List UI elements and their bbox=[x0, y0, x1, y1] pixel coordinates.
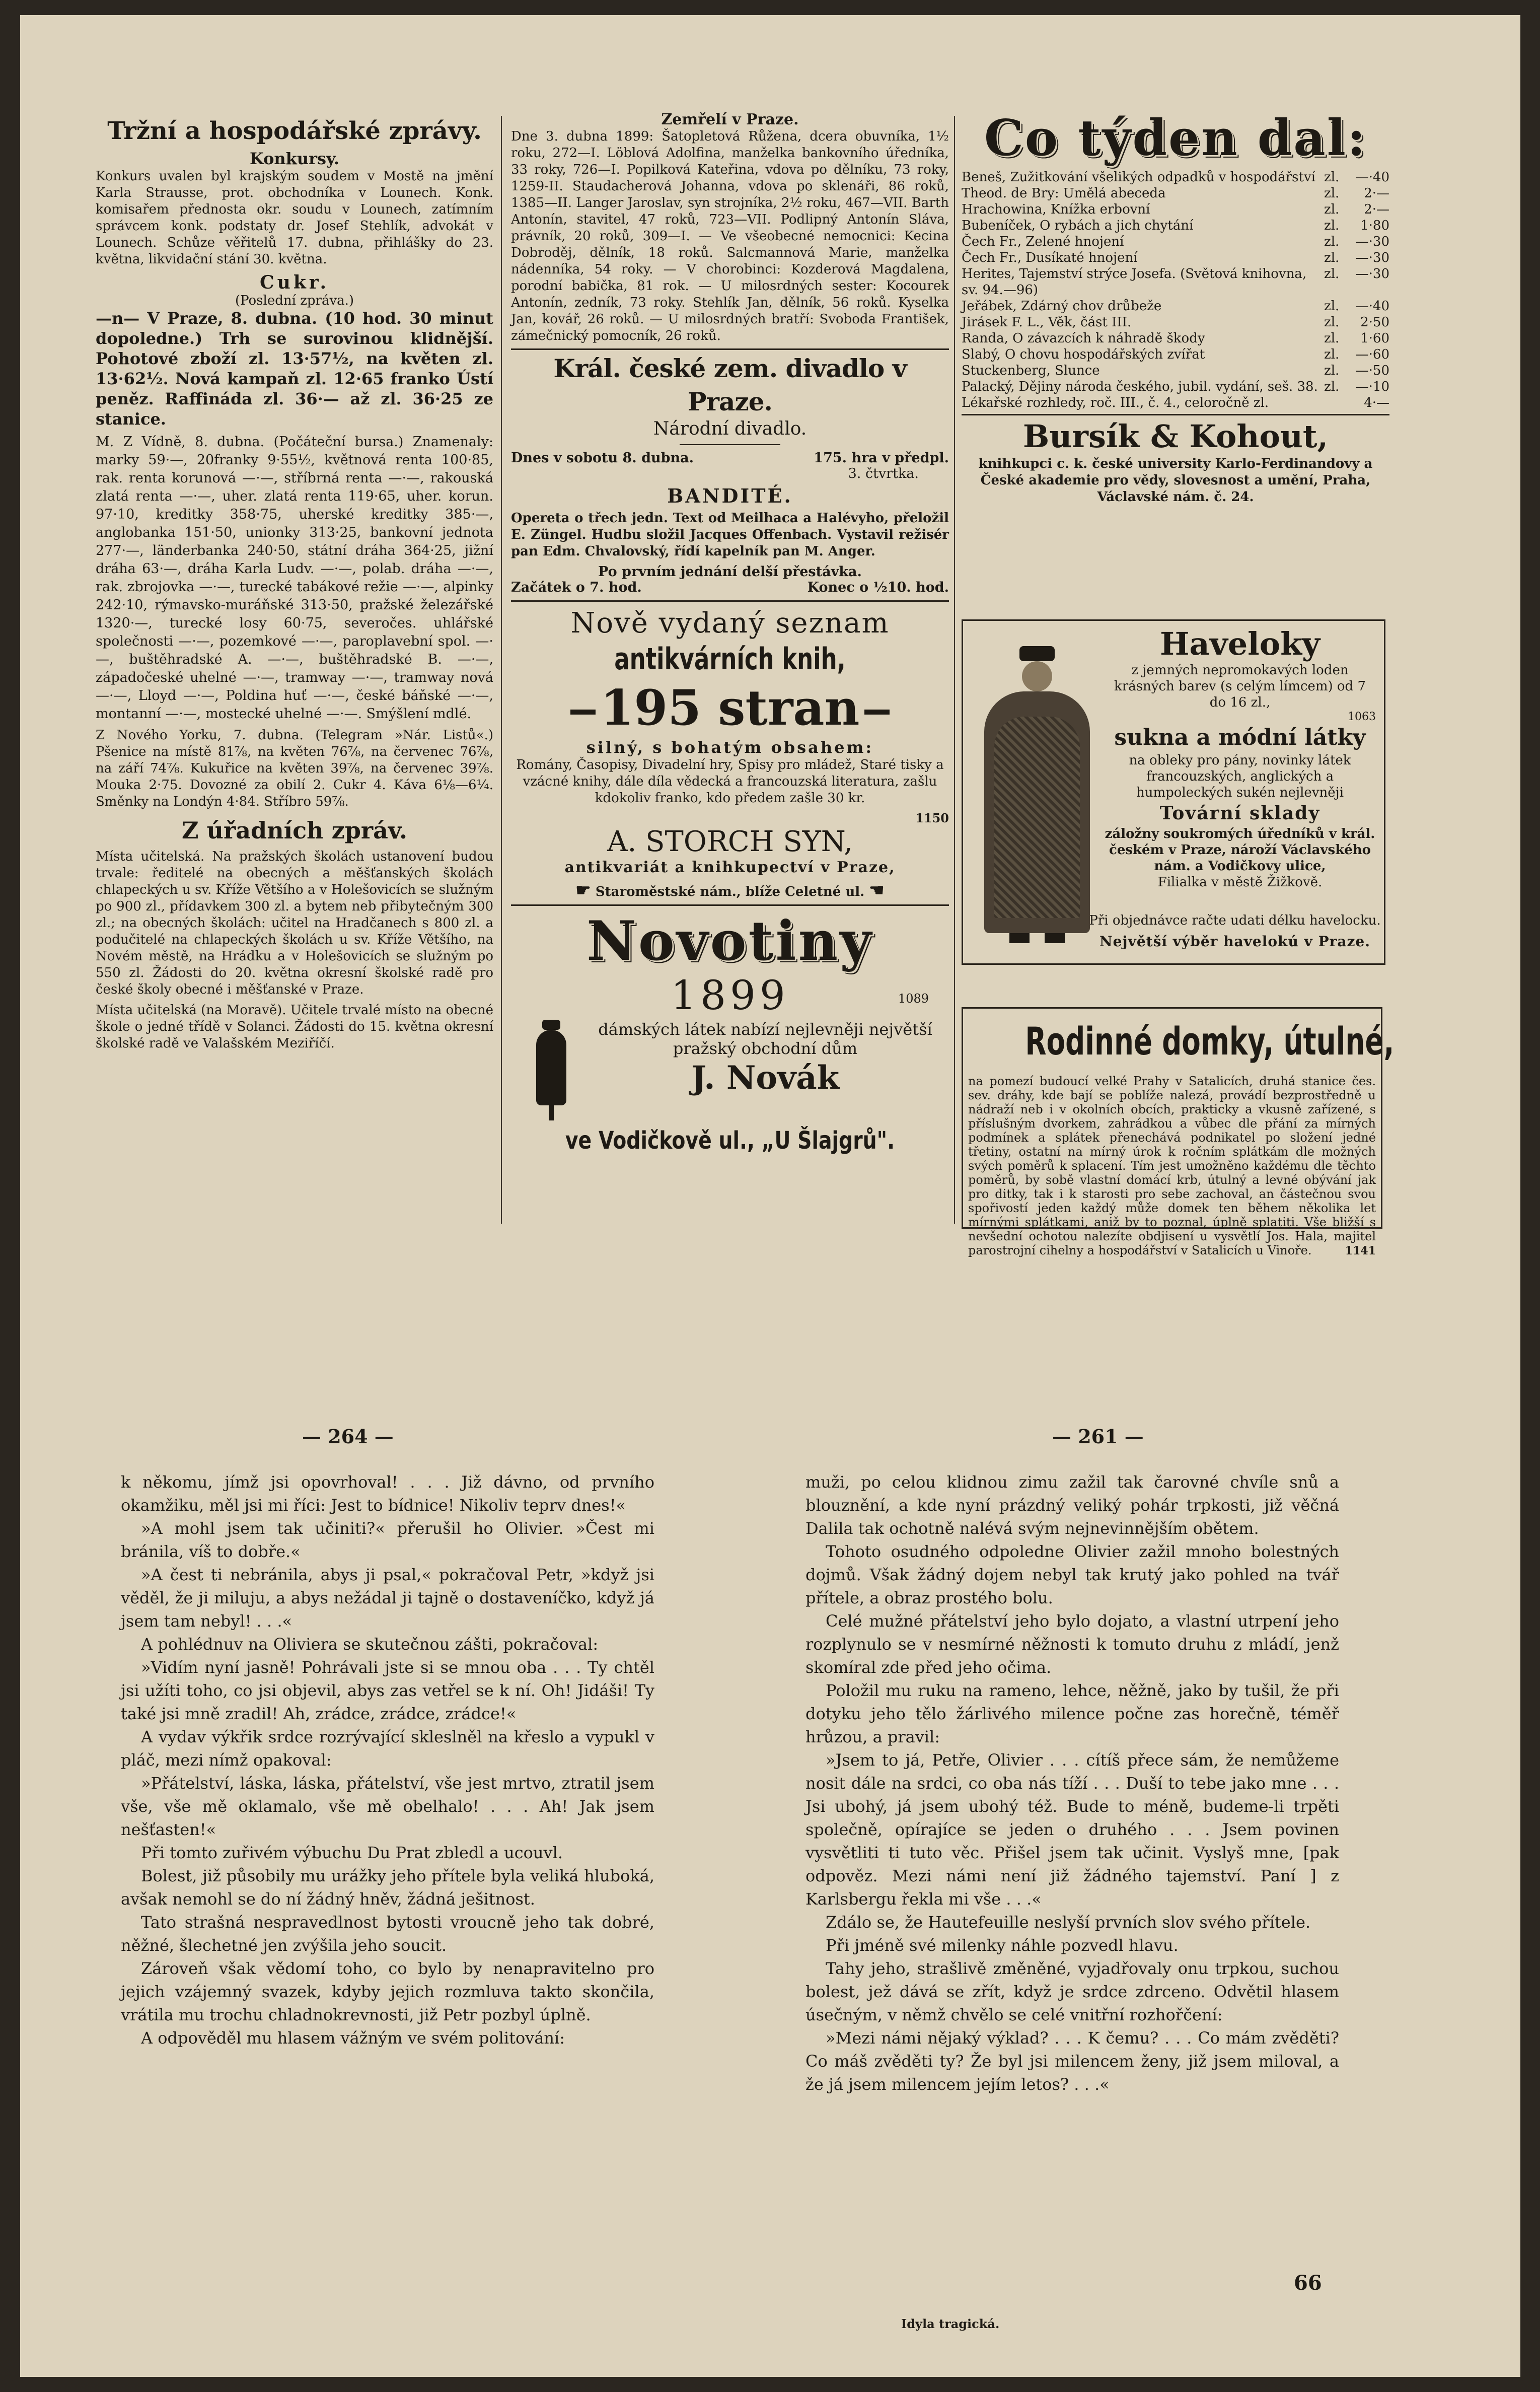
book-list-item bbox=[962, 218, 1389, 234]
book-list-item bbox=[962, 314, 1389, 330]
story-right-text bbox=[805, 1470, 1339, 2096]
book-price: —·60 bbox=[1355, 347, 1389, 362]
mista2-text: Místa učitelská (na Moravě). Učitele trvalé místo na obecné škole o jedné třídě v Solanci. Žádosti do 15. května okresní školské radě ve Valašském Meziříčí. bbox=[96, 1003, 493, 1051]
page-number-left: — 264 — bbox=[302, 1425, 394, 1448]
haveloky-selection: Největší výběr havelokú v Praze. bbox=[1099, 933, 1370, 950]
story-paragraph: »Jsem to já, Petře, Olivier . . . cítíš přece sám, že nemůžeme nosit dále na srdci, co oba nás tíží . . . Duší to tebe jako mne . . . Jsi ubohý, já jsem ubohý též. Bude to méně, budeme-li trpěti společně, opírajíce se jeden o druhého . . . Jsem povinen vysvětliti ti tuto věc. Přišel jsem tak učinit. Vyslyš mne, [pak odpověz. Mezi námi není již žádného tajemství. Paní ] z Karlsbergu řekla mi vše . . .« bbox=[805, 1750, 1339, 1909]
haveloky-text: z jemných nepromokavých loden krásných barev (s celým límcem) od 7 do 16 zl., bbox=[1114, 663, 1366, 710]
story-paragraph: Při tomto zuřivém výbuchu Du Prat zbledl a ucouvl. bbox=[141, 1843, 563, 1862]
haveloky-title: Haveloky bbox=[1159, 625, 1321, 662]
novotiny-text: dámských látek nabízí nejlevněji největší pražský obchodní dům bbox=[598, 1020, 932, 1058]
mista-text: Místa učitelská. Na pražských školách ustanovení budou trvale: ředitelé na obecných a měšťanských školách chlapeckých u sv. Kříže Většího a v Holešovicích se služným po 900 zl., přídavkem 300 zl. a bytem neb přibytečným 300 zl.; na obecných školách: učitel na Hradčanech s 800 zl. a podučitelé na chlapeckých školách u sv. Kříže Většího, na Novém městě, na Hrádku a v Holešovicích se služným po 550 zl. Žádosti do 20. května okresní školské radě pro české školy obecné i měšťanské v Praze. bbox=[96, 849, 493, 997]
story-paragraph: Položil mu ruku na rameno, lehce, něžně, jako by tušil, že při dotyku jeho tělo žárlivého milence počne zas horečně, téměř hrůzou, a pravil: bbox=[805, 1681, 1339, 1746]
left-column bbox=[96, 116, 493, 1229]
book-list-item bbox=[962, 330, 1389, 346]
book-list bbox=[962, 169, 1389, 411]
cukr-subheading: (Poslední zpráva.) bbox=[235, 293, 354, 308]
storch-pages-text: 195 stran bbox=[600, 679, 860, 736]
theatre-subscription: 175. hra v předpl. bbox=[814, 450, 949, 466]
book-title: Hrachowina, Knížka erbovní bbox=[962, 202, 1150, 217]
story-paragraph: »A čest ti nebránila, abys ji psal,« pokračoval Petr, »když jsi věděl, že ji miluju, a abys nežádal ji tajně o dostaveníčko, když já jsem tam nebyl! . . .« bbox=[121, 1565, 654, 1631]
page-number: 66 bbox=[1294, 2271, 1322, 2295]
divider bbox=[511, 904, 949, 906]
book-price: 2·— bbox=[1364, 186, 1389, 201]
sklady-text: záložny soukromých úředníků v král. českém v Praze, nároží Václavského nám. a Vodičkovy ulice, bbox=[1105, 826, 1375, 874]
theatre-title: Král. české zem. divadlo v Praze. bbox=[553, 354, 907, 416]
book-currency: zl. bbox=[1324, 299, 1340, 314]
book-list-item bbox=[962, 266, 1389, 298]
book-title: Lékařské rozhledy, roč. III., č. 4., celoročně zl. bbox=[962, 395, 1269, 410]
play-end: Konec o ½10. hod. bbox=[807, 580, 949, 595]
book-list-item bbox=[962, 201, 1389, 218]
theatre-quarter: 3. čtvrtka. bbox=[848, 466, 919, 481]
novotiny-content bbox=[571, 1020, 949, 1098]
book-currency: zl. bbox=[1324, 234, 1340, 249]
theatre-date: Dnes v sobotu 8. dubna. bbox=[511, 450, 694, 466]
domky-title: Rodinné domky, útulné, bbox=[1025, 1019, 1395, 1064]
book-title: Čech Fr., Dusíkaté hnojení bbox=[962, 250, 1138, 265]
story-paragraph: »Mezi námi nějaký výklad? . . . K čemu? . . . Co mám zvěděti? Co máš zvěděti ty? Že byl jsi milencem ženy, již jsem miloval, a že já jsem milencem jejím letos? . . .« bbox=[805, 2028, 1339, 2094]
decor-bar-icon bbox=[864, 710, 890, 715]
storch-number: 1150 bbox=[915, 811, 949, 825]
zemreli-text: Dne 3. dubna 1899: Šatopletová Růžena, dcera obuvníka, 1½ roku, 272—I. Löblová Adolfina, manželka bankovního úředníka, 33 roky, 726—I. Popilková Kateřina, vdova po dělníku, 73 roky, 1259-II. Staudacherová Johanna, vdova po sklenáři, 86 roků, 1385—II. Langer Jaroslav, syn strojníka, 2½ roku, 467—VII. Barth Antonín, stavitel, 47 roků, 723—VII. Podlipný Antonín Sláva, právník, 20 roků, 309—I. — Ve všeobecné nemocnici: Kecina Dobroděj, dělník, 18 roků. Salcmannová Marie, manželka nádenníka, 54 roky. — V chorobinci: Kozderová Magdalena, porodní babička, 81 rok. — U milosrdných sester: Kocourek Antonín, zedník, 73 roky. Stehlík Jan, dělník, 56 roků. Kyselka Jan, kovář, 26 roků. — U milosrdných bratří: Svoboda František, zámečnický pomocník, 26 roků. bbox=[511, 129, 949, 343]
book-price: —·30 bbox=[1355, 250, 1389, 265]
novotiny-heading: Novotiny bbox=[586, 909, 873, 973]
storch-tagline: silný, s bohatým obsahem: bbox=[586, 738, 874, 757]
story-paragraph: Tohoto osudného odpoledne Olivier zažil mnoho bolestných dojmů. Však žádný dojem nebyl tak krutý jako pohled na tvář přítele, a obraz prostého bolu. bbox=[805, 1542, 1339, 1607]
storch-text: Romány, Časopisy, Divadelní hry, Spisy pro mládež, Staré tisky a vzácné knihy, dále díla vědecká a francouzská literatura, zašlu kdokoliv franko, kdo předem zašle 30 kr. bbox=[516, 757, 944, 806]
book-title: Palacký, Dějiny národa českého, jubil. vydání, seš. 38. bbox=[962, 379, 1318, 394]
theatre-subtitle: Národní divadlo. bbox=[653, 418, 807, 439]
play-title: BANDITÉ. bbox=[667, 484, 793, 507]
storch-pages bbox=[511, 680, 949, 736]
story-paragraph: Bolest, již působily mu urážky jeho přítele byla veliká hluboká, avšak nemohl se do ní žádný hněv, žádná ješitnost. bbox=[121, 1866, 654, 1909]
cotyden-title: Co týden dal: bbox=[984, 109, 1367, 167]
novotiny-year: 1899 bbox=[671, 972, 789, 1019]
book-price: —·50 bbox=[1355, 363, 1389, 378]
book-price: 2·50 bbox=[1360, 315, 1389, 330]
story-paragraph: A odpověděl mu hlasem vážným ve svém politování: bbox=[141, 2028, 565, 2048]
sukna-title: sukna a módní látky bbox=[1114, 725, 1366, 750]
story-paragraph: Tahy jeho, strašlivě změněné, vyjadřovaly onu trpkou, suchou bolest, jež dává se zřít, když je srdce zdrceno. Odvětil hlasem úsečným, v němž chvělo se celé vnitřní rozhořčení: bbox=[805, 1959, 1339, 2024]
newyork-text: Z Nového Yorku, 7. dubna. (Telegram »Nár. Listů«.) Pšenice na místě 81⅞, na květen 76⅞, na červenec 76⅞, na září 74⅞. Kukuřice na květen 39⅞, na červenec 39⅞. Mouka 2·75. Dovozné za obilí 2. Cukr 4. Káva 6⅛—6¼. Směnky na Londýn 4·84. Stříbro 59⅞. bbox=[96, 728, 493, 809]
heading-cukr: Cukr. bbox=[260, 272, 329, 293]
storch-name: A. STORCH SYN, bbox=[607, 825, 853, 858]
book-title: Randa, O závazcích k náhradě škody bbox=[962, 331, 1205, 346]
book-price: 2·— bbox=[1364, 202, 1389, 217]
story-footer-title: Idyla tragická. bbox=[901, 2316, 1000, 2331]
haveloky-number: 1063 bbox=[1348, 711, 1376, 723]
book-list-item bbox=[962, 298, 1389, 314]
story-paragraph: Zdálo se, že Hautefeuille neslyší prvních slov svého přítele. bbox=[826, 1913, 1311, 1932]
book-price: 1·60 bbox=[1360, 331, 1389, 346]
play-times bbox=[511, 580, 949, 595]
book-currency bbox=[1324, 395, 1344, 411]
book-currency: zl. bbox=[1324, 379, 1340, 394]
book-list-item bbox=[962, 346, 1389, 363]
book-currency: zl. bbox=[1324, 315, 1340, 330]
novotiny-body bbox=[511, 1020, 949, 1125]
coat-illustration bbox=[974, 646, 1100, 948]
divider bbox=[511, 348, 949, 350]
story-paragraph: muži, po celou klidnou zimu zažil tak čarovné chvíle snů a blouznění, a kde nyní prázdný veliký pohár trpkosti, již věčná Dalila tak ochotně nalévá svým nejnevinnějším obětem. bbox=[805, 1472, 1339, 1538]
book-title: Slabý, O chovu hospodářských zvířat bbox=[962, 347, 1205, 362]
book-currency: zl. bbox=[1324, 202, 1340, 217]
story-paragraph: »Vidím nyní jasně! Pohrávali jste si se mnou oba . . . Ty chtěl jsi užíti toho, co jsi objevil, abys zas vetřel se k ní. Oh! Jidáši! Ty také jsi mně zradil! Ah, zrádce, zrádce, zrádce!« bbox=[121, 1658, 654, 1723]
middle-column bbox=[511, 111, 949, 1234]
book-list-item bbox=[962, 379, 1389, 395]
book-currency: zl. bbox=[1324, 266, 1340, 282]
section-title-market: Tržní a hospodářské zprávy. bbox=[107, 117, 482, 145]
novotiny-year-row bbox=[511, 971, 949, 1020]
sukna-text: na obleky pro pány, novinky látek francouzských, anglických a humpoleckých sukén nejlevněji bbox=[1129, 753, 1351, 800]
sklady-title: Tovární sklady bbox=[1159, 803, 1321, 824]
pointing-hand-icon: ☛ bbox=[575, 880, 591, 900]
story-paragraph: Celé mužné přátelství jeho bylo dojato, a vlastní utrpení jeho rozplynulo se v nesmírné něžnosti k tomuto druhu z mládí, jenž skomíral zde před jeho očima. bbox=[805, 1611, 1339, 1677]
book-price: —·40 bbox=[1355, 299, 1389, 314]
dress-form-icon bbox=[531, 1020, 571, 1125]
newspaper-page bbox=[20, 15, 1520, 2377]
theatre-row bbox=[511, 450, 949, 466]
book-title: Čech Fr., Zelené hnojení bbox=[962, 234, 1124, 249]
divider bbox=[511, 600, 949, 602]
book-price: —·30 bbox=[1355, 234, 1389, 249]
story-paragraph: A pohlédnuv na Oliviera se skutečnou zášti, pokračoval: bbox=[141, 1635, 599, 1654]
book-currency: zl. bbox=[1324, 331, 1340, 346]
story-left-text bbox=[121, 1470, 654, 2050]
book-title: Theod. de Bry: Umělá abeceda bbox=[962, 186, 1166, 201]
bursik-text: knihkupci c. k. české university Karlo-Ferdinandovy a České akademie pro vědy, slovesnost a umění, Praha, Václavské nám. č. 24. bbox=[978, 456, 1373, 505]
story-paragraph: »A mohl jsem tak učiniti?« přerušil ho Olivier. »Čest mi bránila, víš to dobře.« bbox=[121, 1519, 654, 1561]
right-column bbox=[962, 109, 1395, 1257]
novak-address: ve Vodičkově ul., „U Šlajgrů". bbox=[565, 1127, 895, 1155]
page-number-right: — 261 — bbox=[1052, 1425, 1144, 1448]
book-price: 1·80 bbox=[1360, 218, 1389, 233]
haveloky-order: Při objednávce račte udati délku havelocku. bbox=[1089, 913, 1381, 928]
book-currency: zl. bbox=[1324, 250, 1340, 265]
column-divider bbox=[954, 116, 955, 1224]
book-currency: zl. bbox=[1324, 363, 1340, 378]
book-list-item bbox=[962, 169, 1389, 185]
haveloky-ad bbox=[962, 619, 1385, 965]
section-title-official: Z úřadních zpráv. bbox=[181, 817, 408, 844]
konkursy-text: Konkurs uvalen byl krajským soudem v Mostě na jmění Karla Strausse, prot. obchodníka v Lounech. Konk. komisařem přednosta okr. soudu v Lounech, zatímním správcem konk. podstaty dr. Josef Stehlík, advokát v Lounech. Schůze věřitelů 17. dubna, přihlášky do 23. května, likvidační stání 30. května. bbox=[96, 169, 493, 267]
book-list-item bbox=[962, 185, 1389, 201]
story-right-column bbox=[805, 1470, 1339, 2266]
story-paragraph: Tato strašná nespravedlnost bytosti vroucně jeho tak dobré, něžné, šlechetné jen zvýšila jeho soucit. bbox=[121, 1913, 654, 1955]
divider bbox=[680, 444, 780, 445]
novotiny-number: 1089 bbox=[898, 992, 929, 1006]
book-currency: zl. bbox=[1324, 186, 1340, 201]
book-list-item bbox=[962, 234, 1389, 250]
story-left-column bbox=[121, 1470, 654, 2306]
storch-address bbox=[511, 880, 949, 900]
column-divider bbox=[501, 116, 502, 1224]
book-title: Bubeníček, O rybách a jich chytání bbox=[962, 218, 1194, 233]
heading-zemreli: Zemřelí v Praze. bbox=[661, 111, 799, 128]
divider bbox=[962, 414, 1389, 415]
book-list-item bbox=[962, 250, 1389, 266]
book-title: Jeřábek, Zdárný chov drůbeže bbox=[962, 299, 1162, 314]
book-price: —·30 bbox=[1355, 266, 1389, 282]
storch-heading: Nově vydaný seznam bbox=[570, 607, 890, 640]
book-price: 4·— bbox=[1364, 395, 1389, 410]
book-currency: zl. bbox=[1324, 170, 1340, 185]
storch-heading2: antikvárních knih, bbox=[614, 642, 846, 677]
play-text: Opereta o třech jedn. Text od Meilhaca a Halévyho, přeložil E. Züngel. Hudbu složil Jacques Offenbach. Vystavil režisér pan Edm. Chvalovský, řídí kapelník pan M. Anger. bbox=[511, 511, 949, 559]
story-paragraph: Při jméně své milenky náhle pozvedl hlavu. bbox=[826, 1936, 1179, 1955]
story-paragraph: A vydav výkřik srdce rozrývající skleslněl na křeslo a vypukl v pláč, mezi nímž opakoval: bbox=[121, 1727, 654, 1770]
storch-subtitle: antikvariát a knihkupectví v Praze, bbox=[564, 859, 896, 876]
book-title: Jirásek F. L., Věk, část III. bbox=[962, 315, 1132, 330]
story-paragraph: Zároveň však vědomí toho, co bylo by nenapravitelno pro jejich vzájemný svazek, kdyby jejich rozmluva takto skončila, vrátila mu trochu chladnokrevnosti, již Petr pozbyl úplně. bbox=[121, 1959, 654, 2024]
novak-name: J. Novák bbox=[691, 1059, 840, 1097]
domky-text: na pomezí budoucí velké Prahy v Satalicích, druhá stanice čes. sev. dráhy, kde bají se poblíže nalezá, provádí bezprostředně u nádraží neb i v okolních obcích, prakticky a vkusně zařízené, s příslušným dvorkem, zahrádkou a vůbec dle přání za mírných podmínek a splátek přenechává podnikatel po složení jedné třetiny, ostatní na mírný úrok k ročním splátkám dle možných svých poměrů k splacení. Tím jest umožněno každému dle těchto poměrů, by sobě vlastní domácí krb, útulný a levné obývání jak pro ditky, tak i k starosti pro sebe zachoval, an částečnou svou spořivostí jeden každý může domek ten během několika let mírnými splátkami, aniž by to poznal, úplně splatiti. Vše bližší s nevšední ochotou nalezíte obdjisení u vysvětlí Jos. Hala, majitel parostrojní cihelny a hospodářství v Satalicích u Vinoře. bbox=[968, 1074, 1376, 1257]
haveloky-content bbox=[1104, 626, 1376, 890]
book-title: Beneš, Zužitkování všelikých odpadků v hospodářství bbox=[962, 170, 1315, 185]
story-paragraph: »Přátelství, láska, láska, přátelství, vše jest mrtvo, ztratil jsem vše, vše mě oklamalo, vše mě obelhalo! . . . Ah! Jak jsem nešťasten!« bbox=[121, 1774, 654, 1839]
filialka-text: Filialka v městě Žižkově. bbox=[1157, 875, 1323, 890]
book-price: —·40 bbox=[1355, 170, 1389, 185]
domky-ad bbox=[962, 1007, 1395, 1257]
burza-text: M. Z Vídně, 8. dubna. (Počáteční bursa.) Znamenaly: marky 59·—, 20franky 9·55½, květnová renta 100·85, rak. renta korunová —·—, stříbrná renta —·—, rakouská zlatá renta —·—, uher. zlatá renta 119·65, uher. korun. 97·10, kreditky 358·75, uherské kreditky 385·—, anglobanka 151·50, unionky 313·25, bankovní jednota 277·—, länderbanka 240·50, státní dráha 364·25, jižní dráha 63·—, dráha Karla Ludv. —·—, polab. dráha —·—, rak. zbrojovka —·—, turecké tabákové režie —·—, alpinky 242·10, rýmavsko-muráňské 313·50, pražské železářské 1320·—, turecké losy 60·75, severočes. uhlářské společnosti —·—, pozemkové —·—, paroplavební spol. —·—, buštěhradské A. —·—, buštěhradské B. —·—, západočeské uhelné —·—, tramway —·—, tramway nová —·—, Lloyd —·—, Poldina huť —·—, české báňské —·—, montanní —·—, mostecké uhelné —·—. Smýšlení mdlé. bbox=[96, 434, 493, 722]
pointing-hand-icon: ☛ bbox=[869, 880, 885, 900]
decor-bar-icon bbox=[570, 710, 596, 715]
storch-address-text: Staroměstské nám., blíže Celetné ul. bbox=[595, 884, 865, 899]
book-title: Herites, Tajemství strýce Josefa. (Světová knihovna, sv. 94.—96) bbox=[962, 266, 1307, 298]
domky-number: 1141 bbox=[1345, 1244, 1376, 1257]
bursik-name: Bursík & Kohout, bbox=[1022, 418, 1329, 455]
book-currency: zl. bbox=[1324, 347, 1340, 362]
play-start: Začátek o 7. hod. bbox=[511, 580, 642, 595]
book-list-item bbox=[962, 363, 1389, 379]
book-list-item bbox=[962, 395, 1389, 411]
book-title: Stuckenberg, Slunce bbox=[962, 363, 1100, 378]
story-paragraph: k někomu, jímž jsi opovrhoval! . . . Již dávno, od prvního okamžiku, měl jsi mi říci: Jest to bídnice! Nikoliv teprv dnes!« bbox=[121, 1472, 654, 1515]
book-price: —·10 bbox=[1355, 379, 1389, 394]
heading-konkursy: Konkursy. bbox=[249, 149, 340, 168]
play-note: Po prvním jednání delší přestávka. bbox=[598, 564, 862, 580]
cukr-text: —n— V Praze, 8. dubna. (10 hod. 30 minut dopoledne.) Trh se surovinou klidnější. Pohotové zboží zl. 13·57½, na květen zl. 13·62½. Nová kampaň zl. 12·65 franko Ústí peněz. Raffináda zl. 36·— až zl. 36·25 ze stanice. bbox=[96, 309, 493, 429]
book-currency: zl. bbox=[1324, 218, 1340, 233]
